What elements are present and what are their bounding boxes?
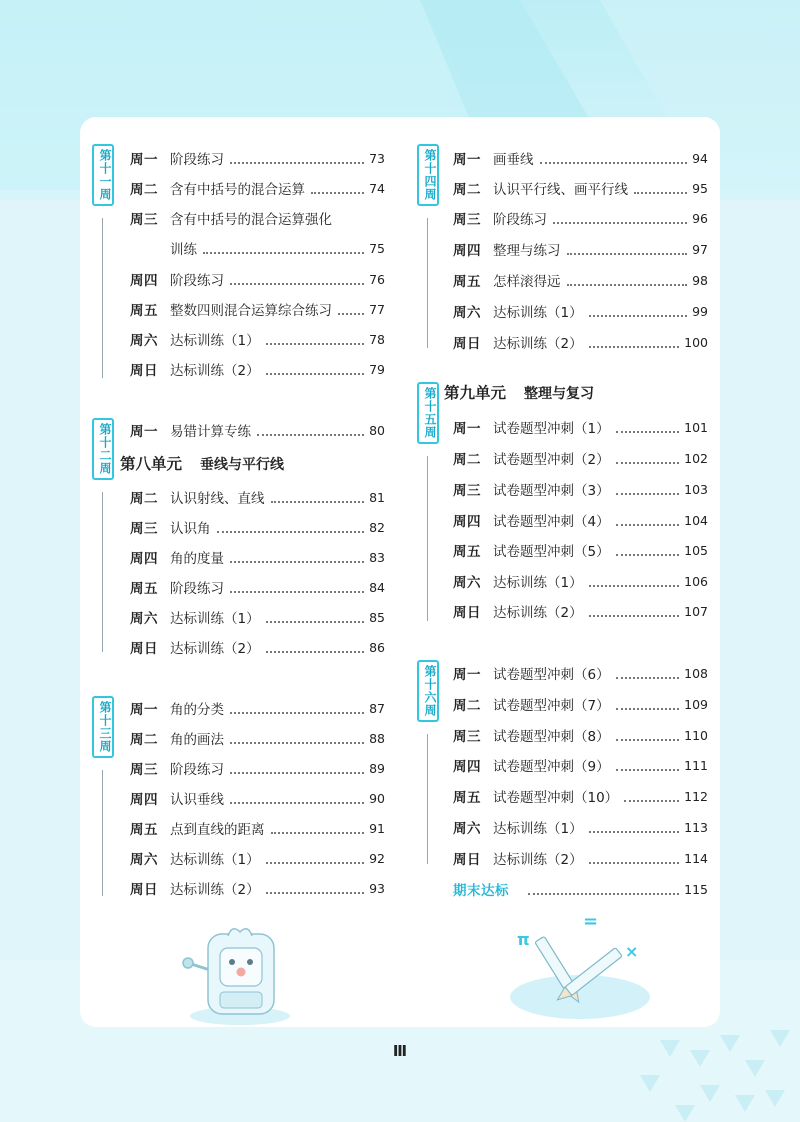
toc-entry[interactable] — [130, 727, 385, 749]
entry-day: 周日 — [130, 641, 158, 657]
entry-day: 周二 — [130, 491, 158, 507]
entry-page: 95 — [692, 180, 708, 196]
leader-dots — [589, 345, 680, 348]
entry-day: 周五 — [130, 822, 158, 838]
entry-page: 87 — [369, 700, 385, 716]
entry-day: 周一 — [453, 152, 481, 168]
entry-page: 114 — [684, 850, 708, 866]
leader-dots — [616, 553, 680, 556]
entry-day: 周三 — [130, 212, 158, 228]
entry-day: 周五 — [130, 303, 158, 319]
entry-day: 周一 — [130, 702, 158, 718]
entry-page: 102 — [684, 450, 708, 466]
entry-title: 达标训练（1） — [170, 333, 260, 349]
toc-entry[interactable] — [130, 817, 385, 839]
entry-day: 周五 — [453, 790, 481, 806]
entry-title: 试卷题型冲刺（8） — [493, 729, 610, 745]
toc-entry[interactable] — [453, 331, 708, 353]
entry-day: 周六 — [453, 305, 481, 321]
leader-dots — [266, 372, 365, 375]
entry-page: 75 — [369, 240, 385, 256]
entry-title: 点到直线的距离 — [170, 822, 265, 838]
leader-dots — [589, 614, 680, 617]
entry-day: 周一 — [453, 421, 481, 437]
toc-entry[interactable] — [130, 636, 385, 658]
toc-entry-final[interactable] — [453, 878, 708, 900]
unit-8-title: 垂线与平行线 — [200, 457, 285, 473]
toc-entry[interactable] — [453, 300, 708, 322]
entry-day: 周四 — [130, 551, 158, 567]
page-number: Ⅲ — [392, 1042, 408, 1060]
sharpener-illustration — [180, 918, 300, 1028]
leader-dots — [589, 830, 680, 833]
entry-page: 88 — [369, 730, 385, 746]
week-14-badge: 第十四周 — [417, 144, 439, 206]
toc-entry[interactable] — [130, 419, 385, 441]
entry-day: 周三 — [130, 762, 158, 778]
entry-day: 周四 — [453, 514, 481, 530]
entry-page: 74 — [369, 180, 385, 196]
unit-8-heading — [120, 452, 284, 474]
entry-title: 易错计算专练 — [170, 424, 251, 440]
entry-page: 106 — [684, 573, 708, 589]
leader-dots — [271, 500, 365, 503]
leader-dots — [616, 492, 680, 495]
toc-entry[interactable] — [453, 600, 708, 622]
toc-entry[interactable] — [130, 606, 385, 628]
entry-page: 111 — [684, 757, 708, 773]
toc-entry[interactable] — [453, 539, 708, 561]
entry-page: 86 — [369, 639, 385, 655]
unit-9-title: 整理与复习 — [524, 386, 595, 402]
entry-day: 周三 — [130, 521, 158, 537]
week-14-line — [427, 218, 428, 348]
entry-page: 85 — [369, 609, 385, 625]
entry-page: 92 — [369, 850, 385, 866]
entry-day: 周一 — [130, 152, 158, 168]
toc-entry[interactable] — [453, 177, 708, 199]
week-12-badge: 第十二周 — [92, 418, 114, 480]
toc-entry[interactable] — [130, 576, 385, 598]
week-13-line — [102, 770, 103, 896]
leader-dots — [230, 801, 364, 804]
entry-day: 周日 — [130, 363, 158, 379]
week-16-line — [427, 734, 428, 864]
entry-page: 84 — [369, 579, 385, 595]
entry-title: 达标训练（2） — [493, 852, 583, 868]
entry-day: 周日 — [130, 882, 158, 898]
leader-dots — [266, 620, 365, 623]
entry-title: 含有中括号的混合运算 — [170, 182, 305, 198]
pencils-illustration — [505, 905, 655, 1025]
entry-page: 94 — [692, 150, 708, 166]
entry-page: 91 — [369, 820, 385, 836]
leader-dots — [217, 530, 365, 533]
entry-title: 含有中括号的混合运算强化 — [170, 212, 332, 228]
entry-page: 78 — [369, 331, 385, 347]
entry-title: 试卷题型冲刺（7） — [493, 698, 610, 714]
entry-page: 115 — [684, 881, 708, 897]
entry-title: 认识垂线 — [170, 792, 224, 808]
leader-dots — [567, 252, 688, 255]
toc-entry[interactable] — [453, 207, 708, 229]
entry-title: 达标训练（2） — [170, 641, 260, 657]
entry-title: 试卷题型冲刺（1） — [493, 421, 610, 437]
toc-entry[interactable] — [453, 693, 708, 715]
leader-dots — [616, 523, 680, 526]
leader-dots — [567, 283, 688, 286]
entry-title: 阶段练习 — [493, 212, 547, 228]
leader-dots — [553, 221, 687, 224]
entry-title: 试卷题型冲刺（3） — [493, 483, 610, 499]
entry-title: 达标训练（1） — [493, 575, 583, 591]
toc-entry[interactable] — [130, 268, 385, 290]
entry-page: 90 — [369, 790, 385, 806]
toc-entry[interactable] — [453, 478, 708, 500]
entry-title: 整理与练习 — [493, 243, 561, 259]
leader-dots — [230, 711, 364, 714]
entry-day: 周四 — [453, 243, 481, 259]
entry-page: 80 — [369, 422, 385, 438]
times-symbol: × — [625, 942, 639, 961]
leader-dots — [311, 191, 364, 194]
entry-day: 周六 — [130, 611, 158, 627]
entry-title: 试卷题型冲刺（2） — [493, 452, 610, 468]
toc-entry[interactable] — [453, 847, 708, 869]
toc-entry[interactable] — [130, 787, 385, 809]
leader-dots — [616, 707, 680, 710]
toc-entry[interactable] — [453, 147, 708, 169]
entry-day: 周一 — [453, 667, 481, 683]
toc-entry[interactable] — [130, 298, 385, 320]
toc-entry[interactable] — [130, 328, 385, 350]
entry-page: 101 — [684, 419, 708, 435]
entry-page: 108 — [684, 665, 708, 681]
week-12-line — [102, 492, 103, 652]
leader-dots — [589, 314, 688, 317]
entry-day: 周六 — [453, 575, 481, 591]
entry-page: 104 — [684, 512, 708, 528]
entry-day: 周五 — [453, 544, 481, 560]
toc-entry[interactable] — [453, 570, 708, 592]
entry-page: 100 — [684, 334, 708, 350]
entry-title: 认识射线、直线 — [170, 491, 265, 507]
entry-title: 试卷题型冲刺（6） — [493, 667, 610, 683]
toc-entry[interactable] — [130, 757, 385, 779]
entry-day: 周三 — [453, 729, 481, 745]
entry-day: 周日 — [453, 336, 481, 352]
entry-title: 达标训练（1） — [493, 821, 583, 837]
entry-page: 82 — [369, 519, 385, 535]
entry-title: 试卷题型冲刺（10） — [493, 790, 619, 806]
leader-dots — [634, 191, 687, 194]
entry-page: 96 — [692, 210, 708, 226]
toc-entry[interactable] — [453, 509, 708, 531]
leader-dots — [203, 251, 364, 254]
entry-title: 阶段练习 — [170, 581, 224, 597]
toc-entry[interactable] — [130, 877, 385, 899]
leader-dots — [616, 738, 680, 741]
toc-entry[interactable] — [130, 546, 385, 568]
entry-page: 76 — [369, 271, 385, 287]
toc-entry[interactable] — [130, 697, 385, 719]
entry-day: 周五 — [453, 274, 481, 290]
entry-page: 83 — [369, 549, 385, 565]
week-13-badge: 第十三周 — [92, 696, 114, 758]
leader-dots — [616, 461, 680, 464]
entry-title: 角的画法 — [170, 732, 224, 748]
toc-entry[interactable] — [130, 147, 385, 169]
entry-day: 周二 — [453, 182, 481, 198]
entry-day: 周六 — [130, 333, 158, 349]
toc-entry[interactable] — [453, 447, 708, 469]
entry-title: 达标训练（2） — [170, 363, 260, 379]
week-16-badge: 第十六周 — [417, 660, 439, 722]
entry-title: 试卷题型冲刺（9） — [493, 759, 610, 775]
entry-title: 试卷题型冲刺（4） — [493, 514, 610, 530]
toc-entry[interactable] — [130, 486, 385, 508]
entry-title: 阶段练习 — [170, 152, 224, 168]
entry-title: 训练 — [170, 242, 197, 258]
entry-day: 周四 — [130, 792, 158, 808]
entry-day: 周三 — [453, 483, 481, 499]
entry-title: 整数四则混合运算综合练习 — [170, 303, 332, 319]
entry-title: 角的度量 — [170, 551, 224, 567]
toc-entry-continuation[interactable] — [130, 237, 385, 259]
entry-page: 112 — [684, 788, 708, 804]
entry-title: 达标训练（2） — [493, 336, 583, 352]
leader-dots — [230, 741, 364, 744]
entry-day: 周二 — [130, 732, 158, 748]
entry-day: 周六 — [130, 852, 158, 868]
entry-day: 周一 — [130, 424, 158, 440]
leader-dots — [230, 282, 364, 285]
entry-title: 达标训练（1） — [170, 852, 260, 868]
toc-entry[interactable] — [453, 416, 708, 438]
leader-dots — [338, 312, 364, 315]
entry-title: 试卷题型冲刺（5） — [493, 544, 610, 560]
leader-dots — [616, 768, 680, 771]
leader-dots — [230, 590, 364, 593]
toc-entry[interactable] — [453, 238, 708, 260]
entry-title: 阶段练习 — [170, 273, 224, 289]
leader-dots — [266, 891, 365, 894]
entry-page: 93 — [369, 880, 385, 896]
entry-day: 周二 — [453, 698, 481, 714]
entry-page: 99 — [692, 303, 708, 319]
entry-page: 107 — [684, 603, 708, 619]
leader-dots — [230, 771, 364, 774]
entry-title: 怎样滚得远 — [493, 274, 561, 290]
toc-entry[interactable] — [453, 662, 708, 684]
entry-page: 103 — [684, 481, 708, 497]
leader-dots — [589, 584, 680, 587]
leader-dots — [266, 650, 365, 653]
pi-symbol: π — [517, 930, 530, 949]
entry-title: 达标训练（1） — [493, 305, 583, 321]
final-title: 期末达标 — [453, 883, 509, 899]
entry-day: 周四 — [130, 273, 158, 289]
entry-day: 周四 — [453, 759, 481, 775]
leader-dots — [589, 861, 680, 864]
entry-page: 73 — [369, 150, 385, 166]
entry-title: 角的分类 — [170, 702, 224, 718]
toc-entry[interactable] — [130, 177, 385, 199]
entry-day: 周六 — [453, 821, 481, 837]
week-15-line — [427, 456, 428, 621]
toc-entry[interactable] — [453, 754, 708, 776]
entry-page: 77 — [369, 301, 385, 317]
week-11-badge: 第十一周 — [92, 144, 114, 206]
entry-page: 79 — [369, 361, 385, 377]
entry-title: 认识平行线、画平行线 — [493, 182, 628, 198]
entry-page: 109 — [684, 696, 708, 712]
entry-title: 达标训练（2） — [170, 882, 260, 898]
entry-page: 97 — [692, 241, 708, 257]
leader-dots — [540, 161, 688, 164]
entry-day: 周三 — [453, 212, 481, 228]
leader-dots — [230, 560, 364, 563]
leader-dots — [257, 433, 364, 436]
entry-day: 周二 — [130, 182, 158, 198]
toc-entry[interactable] — [130, 358, 385, 380]
entry-page: 89 — [369, 760, 385, 776]
leader-dots — [624, 799, 679, 802]
toc-entry[interactable] — [130, 516, 385, 538]
unit-9-label: 第九单元 — [444, 384, 507, 402]
leader-dots — [616, 676, 680, 679]
entry-title: 达标训练（1） — [170, 611, 260, 627]
leader-dots — [230, 161, 364, 164]
entry-day: 周五 — [130, 581, 158, 597]
toc-entry[interactable] — [453, 269, 708, 291]
entry-title: 达标训练（2） — [493, 605, 583, 621]
toc-entry[interactable] — [453, 816, 708, 838]
entry-day: 周日 — [453, 852, 481, 868]
toc-entry[interactable] — [453, 785, 708, 807]
unit-8-label: 第八单元 — [120, 455, 183, 473]
entry-page: 113 — [684, 819, 708, 835]
toc-entry[interactable] — [130, 207, 385, 229]
entry-page: 81 — [369, 489, 385, 505]
entry-page: 110 — [684, 727, 708, 743]
leader-dots — [528, 892, 679, 895]
leader-dots — [266, 861, 365, 864]
leader-dots — [616, 430, 680, 433]
entry-day: 周二 — [453, 452, 481, 468]
unit-9-heading — [444, 381, 594, 403]
entry-page: 105 — [684, 542, 708, 558]
entry-day: 周日 — [453, 605, 481, 621]
entry-title: 画垂线 — [493, 152, 534, 168]
leader-dots — [266, 342, 365, 345]
toc-entry[interactable] — [130, 847, 385, 869]
week-15-badge: 第十五周 — [417, 382, 439, 444]
equals-symbol: = — [583, 911, 599, 932]
week-11-line — [102, 218, 103, 378]
toc-entry[interactable] — [453, 724, 708, 746]
entry-page: 98 — [692, 272, 708, 288]
leader-dots — [271, 831, 365, 834]
entry-title: 阶段练习 — [170, 762, 224, 778]
entry-title: 认识角 — [170, 521, 211, 537]
